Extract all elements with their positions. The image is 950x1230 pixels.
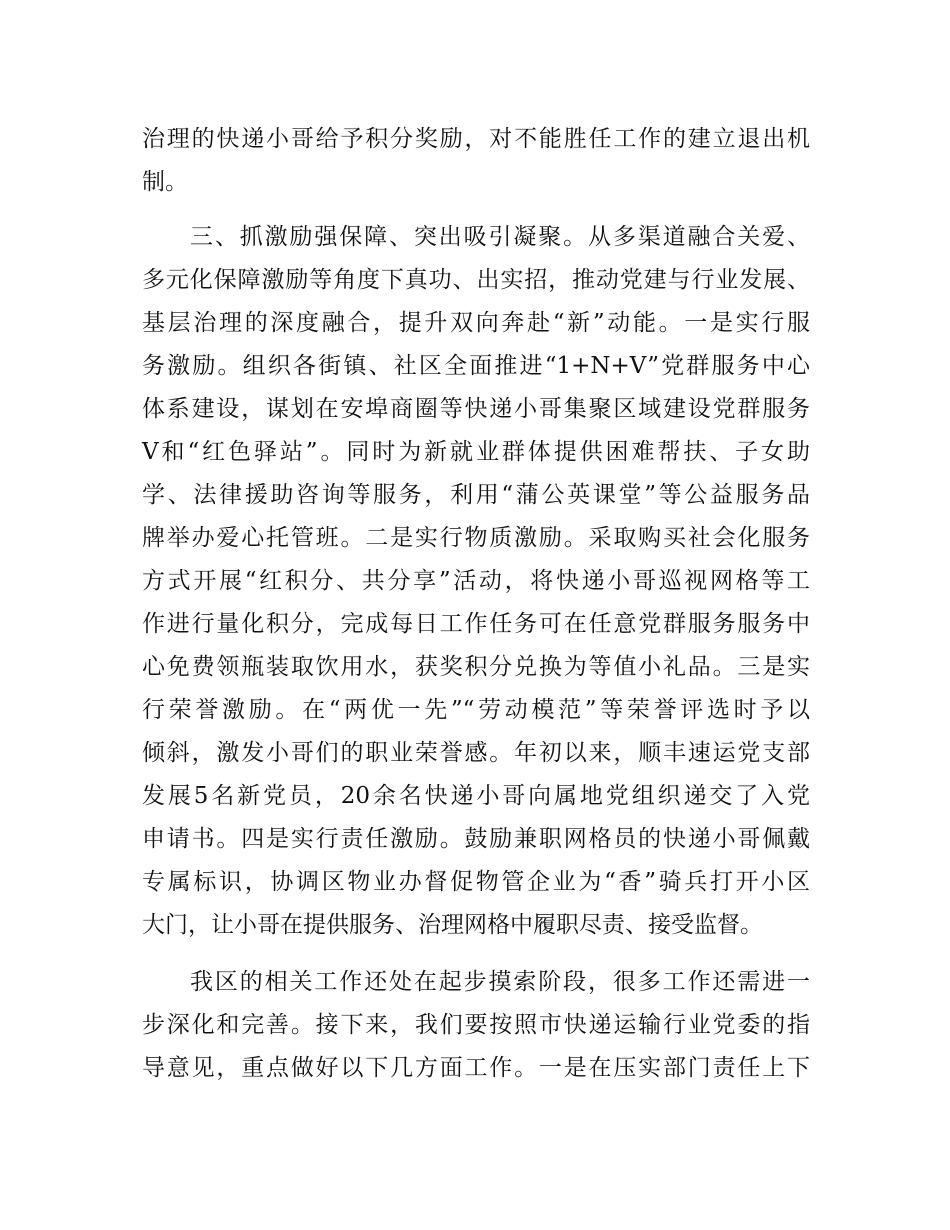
text-line: 治理的快递小哥给予积分奖励，对不能胜任工作的建立退出机 xyxy=(142,126,810,152)
text-line: 制。 xyxy=(142,169,188,195)
text-line: 申请书。四是实行责任激励。鼓励兼职网格员的快递小哥佩戴 xyxy=(142,826,810,852)
text-line: 基层治理的深度融合，提升双向奔赴“新”动能。一是实行服 xyxy=(142,310,810,336)
text-line: 步深化和完善。接下来，我们要按照市快递运输行业党委的指 xyxy=(142,1012,810,1038)
paragraph-incentives xyxy=(142,216,810,947)
text-line: 务激励。组织各街镇、社区全面推进“1+N+V”党群服务中心 xyxy=(142,353,810,379)
text-line: 体系建设，谋划在安埠商圈等快递小哥集聚区域建设党群服务 xyxy=(142,396,810,422)
text-line: 我区的相关工作还处在起步摸索阶段，很多工作还需进一 xyxy=(190,969,810,995)
text-line: 学、法律援助咨询等服务，利用“蒲公英课堂”等公益服务品 xyxy=(142,482,810,508)
text-line: 大门，让小哥在提供服务、治理网格中履职尽责、接受监督。 xyxy=(142,912,763,938)
text-line: 多元化保障激励等角度下真功、出实招，推动党建与行业发展、 xyxy=(142,267,810,293)
text-line: V和“红色驿站”。同时为新就业群体提供困难帮扶、子女助 xyxy=(142,439,810,465)
text-line: 发展5名新党员，20余名快递小哥向属地党组织递交了入党 xyxy=(142,783,810,809)
text-line: 三、抓激励强保障、突出吸引凝聚。从多渠道融合关爱、 xyxy=(190,224,810,250)
text-line: 行荣誉激励。在“两优一先”“劳动模范”等荣誉评选时予以 xyxy=(142,697,810,723)
text-line: 倾斜，激发小哥们的职业荣誉感。年初以来，顺丰速运党支部 xyxy=(142,740,810,766)
paragraph-next-steps xyxy=(142,961,810,1090)
text-line: 专属标识，协调区物业办督促物管企业为“香”骑兵打开小区 xyxy=(142,869,810,895)
paragraph-continuation xyxy=(142,118,810,204)
text-line: 作进行量化积分，完成每日工作任务可在任意党群服务服务中 xyxy=(142,611,810,637)
text-line: 方式开展“红积分、共分享”活动，将快递小哥巡视网格等工 xyxy=(142,568,810,594)
text-line: 导意见，重点做好以下几方面工作。一是在压实部门责任上下 xyxy=(142,1055,810,1081)
text-line: 牌举办爱心托管班。二是实行物质激励。采取购买社会化服务 xyxy=(142,525,810,551)
text-line: 心免费领瓶装取饮用水，获奖积分兑换为等值小礼品。三是实 xyxy=(142,654,810,680)
